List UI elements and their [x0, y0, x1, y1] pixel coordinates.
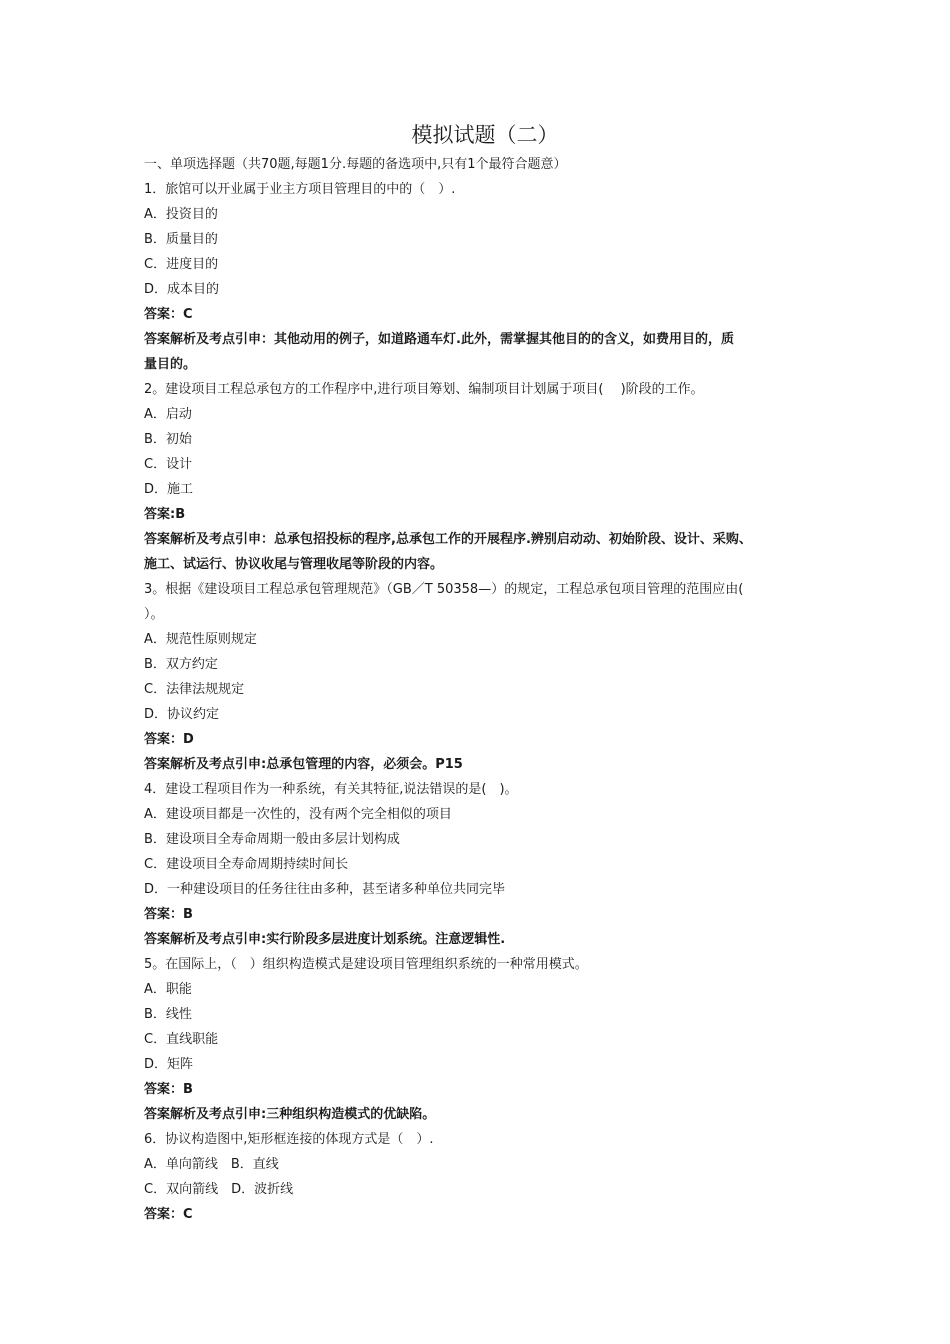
question-stem: 6．协议构造图中,矩形框连接的体现方式是（ ）.: [144, 1132, 434, 1147]
answer: 答案：C: [144, 1207, 193, 1222]
option-c-d: C．双向箭线 D．波折线: [144, 1182, 294, 1197]
section-heading: 一、单项选择题（共70题,每题1分.每题的备选项中,只有1个最符合题意）: [144, 157, 567, 172]
question-stem: 2。建设项目工程总承包方的工作程序中,进行项目筹划、编制项目计划属于项目( )阶段的工作。: [144, 382, 704, 397]
question-4: [144, 777, 824, 952]
analysis-line: 答案解析及考点引申:实行阶段多层进度计划系统。注意逻辑性.: [144, 932, 506, 947]
analysis-line: 量目的。: [144, 357, 197, 372]
question-stem: 3。根据《建设项目工程总承包管理规范》（GB／T 50358—）的规定，工程总承包项目管理的范围应由(: [144, 582, 744, 597]
page-title: 模拟试题（二）: [411, 123, 559, 147]
question-3: [144, 577, 824, 777]
analysis-line: 答案解析及考点引申:总承包管理的内容，必须会。P15: [144, 757, 463, 772]
answer: 答案：B: [144, 907, 193, 922]
document-page: [144, 118, 824, 1227]
analysis-line: 答案解析及考点引申：总承包招投标的程序,总承包工作的开展程序.辨别启动动、初始阶段、设计、采购、: [144, 532, 752, 547]
option-b: B．质量目的: [144, 232, 218, 247]
option-c: C．建设项目全寿命周期持续时间长: [144, 857, 349, 872]
option-c: C．法律法规规定: [144, 682, 245, 697]
analysis-line: 施工、试运行、协议收尾与管理收尾等阶段的内容。: [144, 557, 444, 572]
option-d: D．一种建设项目的任务往往由多种，甚至诸多种单位共同完毕: [144, 882, 506, 897]
question-stem: 5。在国际上，（ ）组织构造模式是建设项目管理组织系统的一种常用模式。: [144, 957, 588, 972]
option-d: D．施工: [144, 482, 194, 497]
answer: 答案:B: [144, 507, 186, 522]
option-c: C．设计: [144, 457, 193, 472]
option-b: B．线性: [144, 1007, 192, 1022]
option-a-b: A．单向箭线 B．直线: [144, 1157, 279, 1172]
option-a: A．规范性原则规定: [144, 632, 257, 647]
option-c: C．直线职能: [144, 1032, 219, 1047]
analysis-line: 答案解析及考点引申:三种组织构造模式的优缺陷。: [144, 1107, 436, 1122]
question-stem: ）。: [144, 607, 164, 622]
option-b: B．初始: [144, 432, 192, 447]
option-d: D．成本目的: [144, 282, 220, 297]
option-b: B．建设项目全寿命周期一般由多层计划构成: [144, 832, 400, 847]
question-2: [144, 377, 824, 577]
question-stem: 4．建设工程项目作为一种系统，有关其特征,说法错误的是( )。: [144, 782, 518, 797]
option-a: A．启动: [144, 407, 192, 422]
answer: 答案：B: [144, 1082, 193, 1097]
analysis-line: 答案解析及考点引申：其他动用的例子，如道路通车灯.此外，需掌握其他目的的含义，如费用目的，质: [144, 332, 734, 347]
option-d: D．矩阵: [144, 1057, 194, 1072]
option-a: A．投资目的: [144, 207, 218, 222]
option-a: A．职能: [144, 982, 192, 997]
option-c: C．进度目的: [144, 257, 219, 272]
option-d: D．协议约定: [144, 707, 220, 722]
option-a: A．建设项目都是一次性的，没有两个完全相似的项目: [144, 807, 452, 822]
question-1: [144, 177, 824, 377]
question-stem: 1．旅馆可以开业属于业主方项目管理目的中的（ ）.: [144, 182, 456, 197]
option-b: B．双方约定: [144, 657, 218, 672]
question-6: [144, 1127, 824, 1227]
answer: 答案：D: [144, 732, 194, 747]
answer: 答案：C: [144, 307, 193, 322]
question-5: [144, 952, 824, 1127]
